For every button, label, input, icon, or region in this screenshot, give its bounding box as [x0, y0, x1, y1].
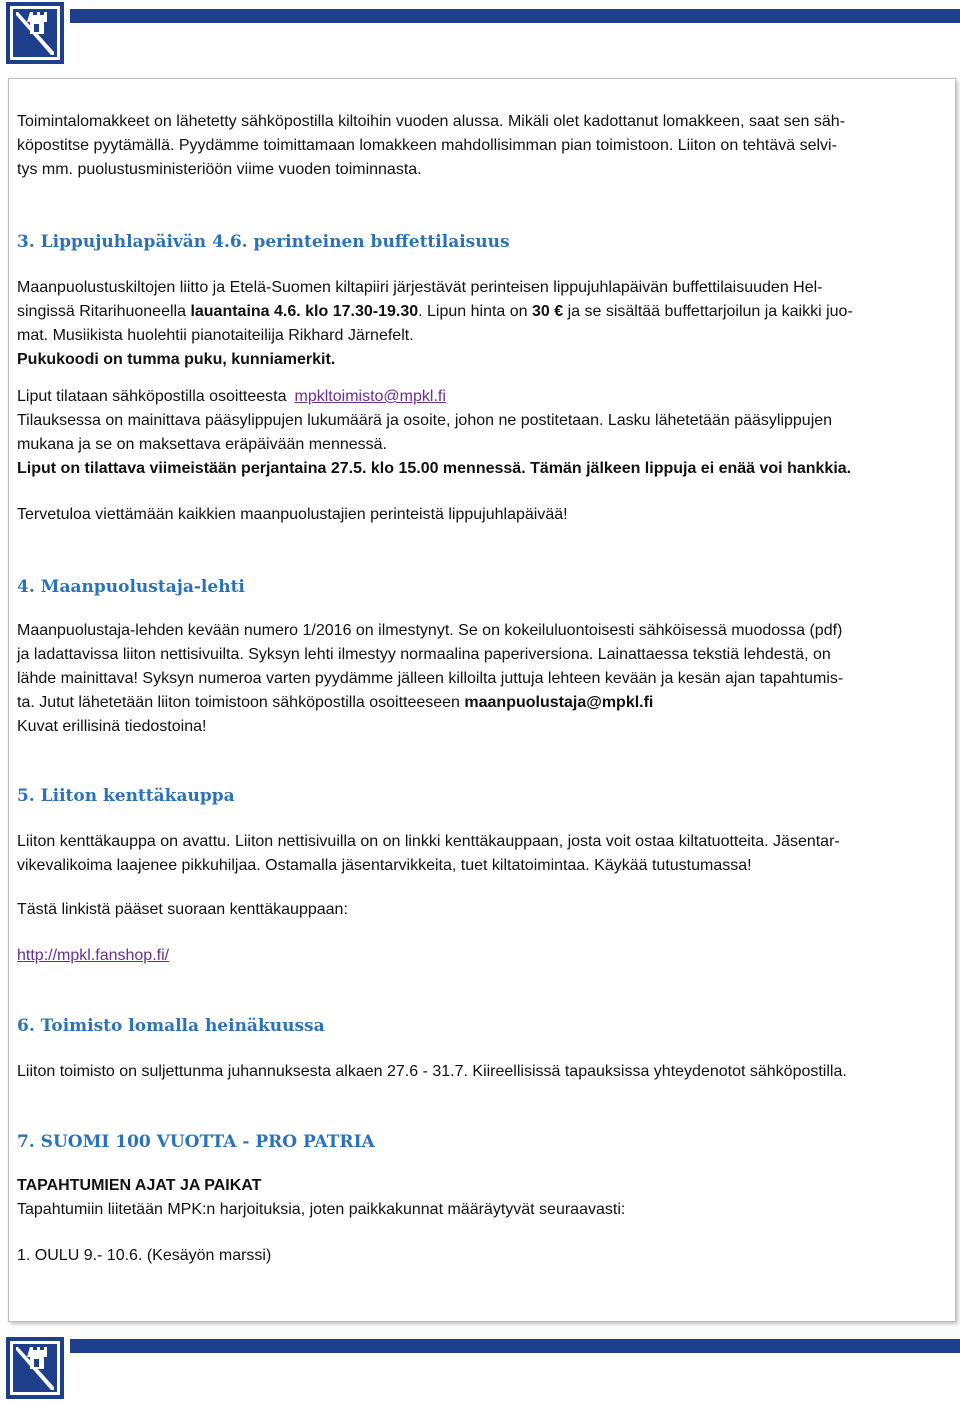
paragraph-line: ta. Jutut lähetetään liiton toimistoon sähköpostilla osoitteeseen maanpuolustaja@mpkl.fi [17, 694, 654, 711]
section-6-heading: 6. Toimisto lomalla heinäkuussa [17, 1016, 325, 1036]
magazine-email[interactable]: maanpuolustaja@mpkl.fi [464, 694, 654, 711]
section-4-heading: 4. Maanpuolustaja-lehti [17, 577, 245, 597]
intro-line: Toimintalomakkeet on lähetetty sähköpostilla kiltoihin vuoden alussa. Mikäli olet kadottanut lomakkeen, saat sen säh- [17, 113, 846, 130]
paragraph-line: singissä Ritarihuoneella lauantaina 4.6. klo 17.30-19.30. Lipun hinta on 30 € ja se sisältää buffettarjoilun ja kaikki juo- [17, 303, 853, 320]
fanshop-link[interactable]: http://mpkl.fanshop.fi/ [17, 947, 170, 964]
paragraph-line: Maanpuolustaja-lehden kevään numero 1/2016 on ilmestynyt. Se on kokeiluluontoisesti sähköisessä muodossa (pdf) [17, 622, 843, 639]
section-6-body [17, 1060, 951, 1084]
section-7-heading: 7. SUOMI 100 VUOTTA - PRO PATRIA [17, 1132, 375, 1152]
paragraph-line: Liiton kenttäkauppa on avattu. Liiton nettisivuilla on on linkki kenttäkauppaan, josta voit ostaa kiltatuotteita. Jäsentar- [17, 833, 840, 850]
order-email-link[interactable]: mpkltoimisto@mpkl.fi [294, 388, 446, 405]
paragraph-line: ja ladattavissa liiton nettisivuilta. Syksyn lehti ilmestyy normaalina paperiversiona. Lainattaessa tekstiä lehdestä, on [17, 646, 831, 663]
list-item: 1. OULU 9.- 10.6. (Kesäyön marssi) [17, 1247, 272, 1264]
castle-logo-icon [4, 1335, 66, 1401]
dress-code: Pukukoodi on tumma puku, kunniamerkit. [17, 351, 336, 368]
paragraph-line: vikevalikoima laajenee pikkuhiljaa. Ostamalla jäsentarvikkeita, tuet kiltatoimintaa. Käykää tutustumassa! [17, 857, 752, 874]
intro-line: köpostitse pyytämällä. Pyydämme toimittamaan lomakkeen mahdollisimman pian toimistoon. Liiton on tehtävä selvi- [17, 137, 837, 154]
paragraph-line: Liiton toimisto on suljettunma juhannuksesta alkaen 27.6 - 31.7. Kiireellisissä tapauksissa yhteydenotot sähköpostilla. [17, 1063, 847, 1080]
paragraph-line: Maanpuolustuskiltojen liitto ja Etelä-Suomen kiltapiiri järjestävät perinteisen lippujuhlapäivän buffettilaisuuden Hel- [17, 279, 823, 296]
link-intro: Tästä linkistä pääset suoraan kenttäkauppaan: [17, 901, 348, 918]
section-3-heading: 3. Lippujuhlapäivän 4.6. perinteinen buffettilaisuus [17, 232, 510, 252]
intro-line: tys mm. puolustusministeriöön viime vuoden toiminnasta. [17, 161, 422, 178]
section-7-body [17, 1174, 951, 1268]
document-body [17, 110, 951, 1268]
paragraph-line: Tilauksessa on mainittava pääsylippujen lukumäärä ja osoite, johon ne postitetaan. Lasku lähetetään pääsylippujen [17, 412, 833, 429]
section-4-body [17, 619, 951, 739]
paragraph-line: lähde mainittava! Syksyn numeroa varten pyydämme jälleen killoilta juttuja lehteen kevään ja kesän ajan tapahtumis- [17, 670, 844, 687]
paragraph-line: Tapahtumiin liitetään MPK:n harjoituksia, joten paikkakunnat määräytyvät seuraavasti: [17, 1201, 626, 1218]
order-line: Liput tilataan sähköpostilla osoitteesta mpkltoimisto@mpkl.fi [17, 388, 446, 405]
section-5-heading: 5. Liiton kenttäkauppa [17, 786, 235, 806]
header-bar [70, 9, 960, 23]
footer-bar [70, 1339, 960, 1353]
section-5-body [17, 830, 951, 968]
deadline-notice: Liput on tilattava viimeistään perjantaina 27.5. klo 15.00 mennessä. Tämän jälkeen lippuja ei enää voi hankkia. [17, 460, 852, 477]
paragraph-line: mukana ja se on maksettava eräpäivään mennessä. [17, 436, 387, 453]
paragraph-line: mat. Musiikista huolehtii pianotaiteilija Rikhard Järnefelt. [17, 327, 414, 344]
welcome-line: Tervetuloa viettämään kaikkien maanpuolustajien perinteistä lippujuhlapäivää! [17, 506, 568, 523]
section-3-body [17, 276, 951, 527]
section-7-subheading: TAPAHTUMIEN AJAT JA PAIKAT [17, 1177, 262, 1194]
castle-logo-icon [4, 0, 66, 66]
paragraph-line: Kuvat erillisinä tiedostoina! [17, 718, 207, 735]
